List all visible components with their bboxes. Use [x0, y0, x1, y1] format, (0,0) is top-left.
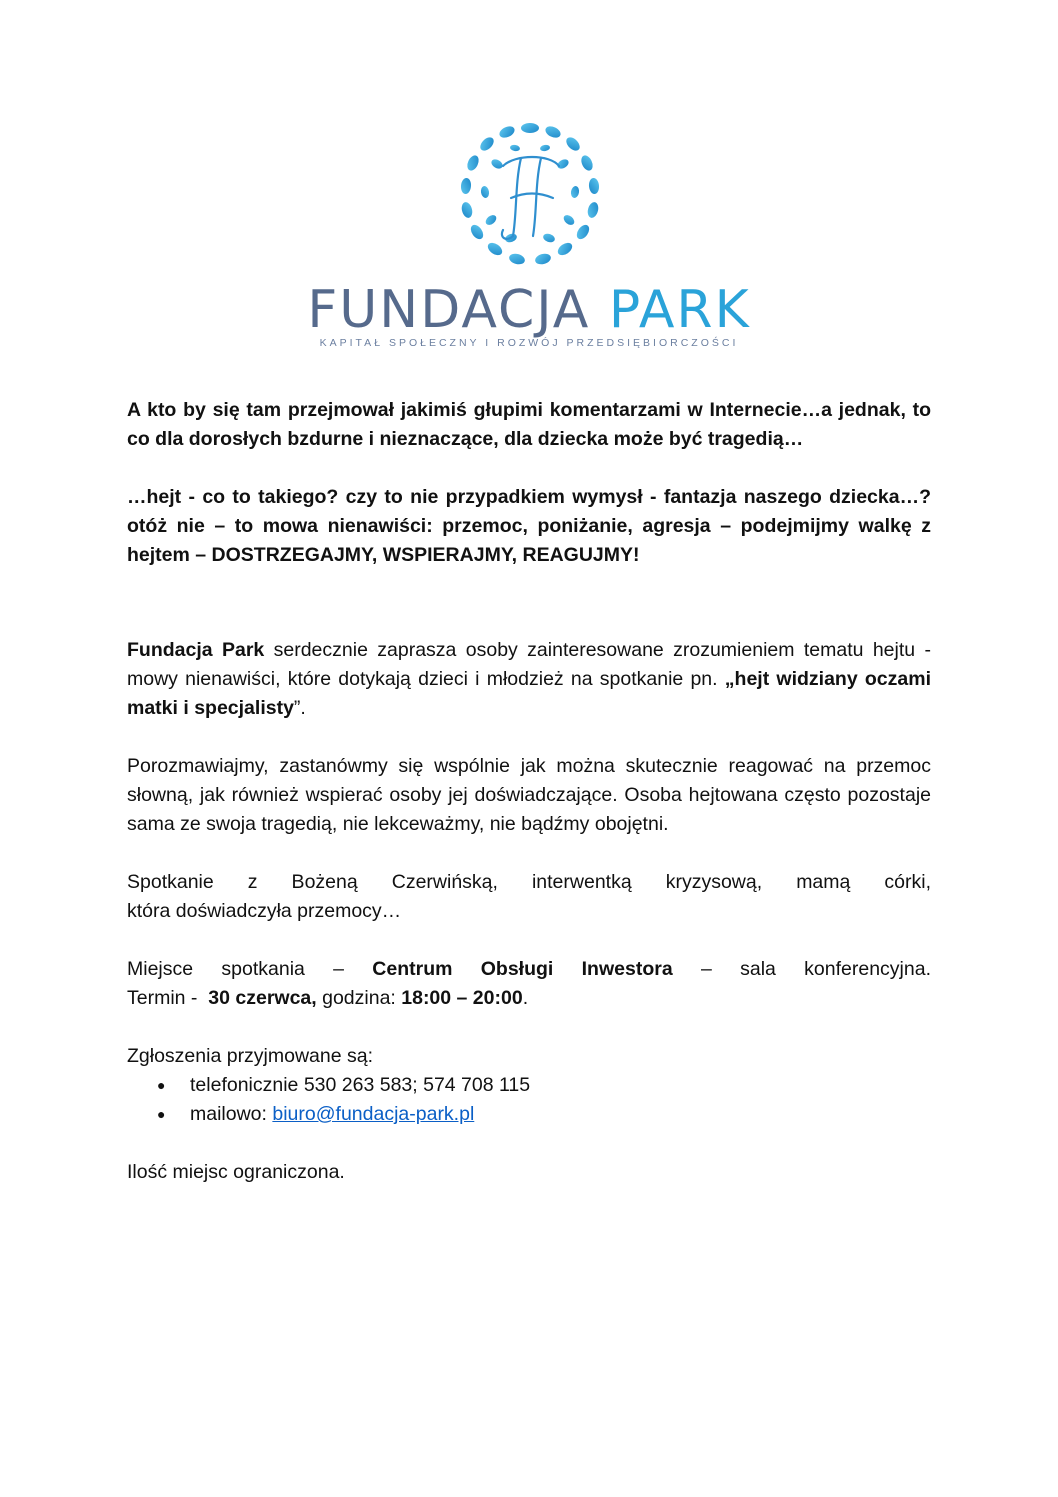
speaker-line-1: Spotkanie z Bożeną Czerwińską, interwentką kryzysową, mamą córki, — [127, 871, 931, 893]
list-item-phone: ● telefonicznie 530 263 583; 574 708 115 — [127, 1071, 931, 1100]
venue-prefix: Miejsce spotkania – — [127, 958, 373, 980]
logo-wordmark-fundacja: FUNDACJA — [307, 280, 591, 340]
document-body — [127, 396, 931, 1187]
registration-heading: Zgłoszenia przyjmowane są: — [127, 1045, 374, 1067]
intro-paragraph-2: …hejt - co to takiego? czy to nie przypadkiem wymysł - fantazja naszego dziecka…? otóż nie – to mowa nienawiści: przemoc, poniżanie, agresja – podejmijmy walkę z hejtem – DOSTRZEGAJMY, WSPIERAJMY, REAGUJMY! — [127, 486, 931, 566]
event-title: „hejt widziany oczami matki i specjalisty — [127, 668, 931, 719]
fundacja-park-logo-emblem — [455, 118, 605, 268]
logo-wordmark — [0, 280, 1058, 340]
venue-line — [127, 955, 931, 984]
list-item-email — [127, 1100, 931, 1129]
venue-suffix: – sala konferencyjna. — [672, 958, 931, 980]
speaker-line-2: która doświadczyła przemocy… — [127, 900, 402, 922]
logo-wordmark-park: PARK — [608, 280, 751, 340]
invitation-text: serdecznie zaprasza osoby zainteresowane zrozumieniem tematu hejtu - mowy nienawiści, które dotykają dzieci i młodzież na spotkanie pn. — [127, 639, 931, 690]
event-date: 30 czerwca, — [208, 987, 317, 1009]
date-label: Termin - — [127, 987, 209, 1009]
invitation-paragraph — [127, 636, 931, 723]
organization-name: Fundacja Park — [127, 639, 265, 661]
event-time: 18:00 – 20:00 — [401, 987, 523, 1009]
venue-place: Centrum Obsługi Inwestora — [372, 958, 673, 980]
email-link[interactable]: biuro@fundacja-park.pl — [272, 1103, 475, 1125]
registration-list — [127, 1071, 931, 1129]
limited-places-note: Ilość miejsc ograniczona. — [127, 1161, 345, 1183]
date-line-end: . — [522, 987, 529, 1009]
date-line — [127, 984, 931, 1013]
logo-tagline: KAPITAŁ SPOŁECZNY I ROZWÓJ PRZEDSIĘBIORCZOŚCI — [319, 337, 739, 349]
email-label: mailowo: — [190, 1103, 273, 1125]
event-title-closing: ”. — [293, 697, 306, 719]
discussion-paragraph: Porozmawiajmy, zastanówmy się wspólnie jak można skutecznie reagować na przemoc słowną, jak również wspierać osoby jej doświadczające. Osoba hejtowana często pozostaje sama ze swoja tragedią, nie lekceważmy, nie bądźmy obojętni. — [127, 755, 931, 835]
time-label: godzina: — [316, 987, 402, 1009]
intro-paragraph-1: A kto by się tam przejmował jakimiś głupimi komentarzami w Internecie…a jednak, to co dla dorosłych bzdurne i nieznaczące, dla dziecka może być tragedią… — [127, 399, 931, 450]
